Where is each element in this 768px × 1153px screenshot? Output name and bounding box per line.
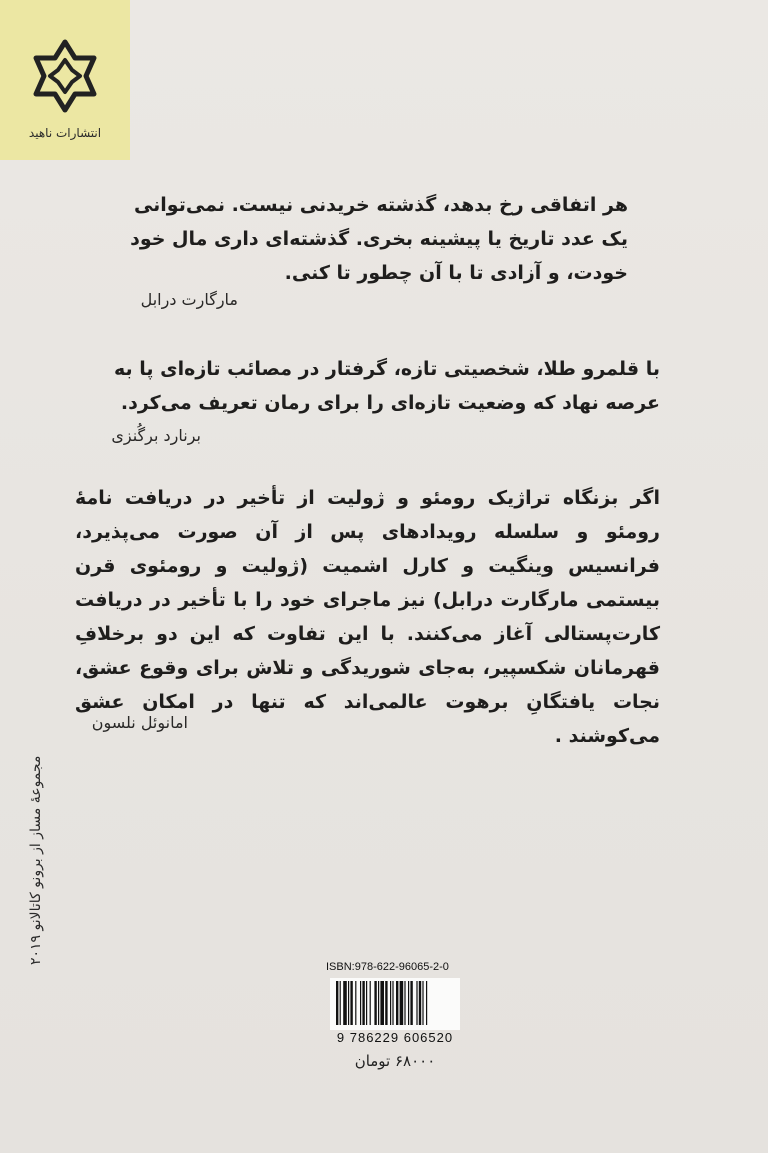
quote-text-2: با قلمرو طلا، شخصیتی تازه، گرفتار در مصائب تازه‌ای پا به عرصه نهاد که وضعیت تازه‌ای را برای رمان تعریف می‌کرد. [114, 358, 660, 414]
barcode-number: 9 786229 606520 [336, 1030, 454, 1045]
isbn-label: ISBN:978-622-96065-2-0 [326, 961, 449, 973]
series-label: مجموعهٔ مساز از برونو کاتالانو ۲۰۱۹ [28, 755, 44, 965]
price-label: ۶۸۰۰۰ تومان [354, 1052, 436, 1070]
publisher-logo-box [0, 0, 130, 160]
star-book-icon [28, 38, 102, 116]
publisher-name: انتشارات ناهید [28, 126, 102, 140]
quote-text-1: هر اتفاقی رخ بدهد، گذشته خریدنی نیست. نمی‌توانی یک عدد تاریخ یا پیشینه بخری. گذشته‌ای داری مال خود خودت، و آزادی تا با آن چطور تا کنی. [130, 194, 628, 284]
quote-author-1: مارگارت درابل [140, 290, 238, 309]
barcode-icon [336, 981, 454, 1025]
quote-author-3: امانوئل نلسون [91, 713, 188, 732]
quote-author-2: برنارد برگُنزی [111, 426, 201, 445]
quote-text-3: اگر بزنگاه تراژیک رومئو و ژولیت از تأخیر در دریافت نامهٔ رومئو و سلسله رویدادهای پس از آن صورت می‌پذیرد، فرانسیس وینگیت و کارل اشمیت (ژولیت و رومئوی قرن بیستمی مارگارت درابل) نیز ماجرای خود را با تأخیر در دریافت کارت‌پستالی آغاز می‌کنند. با این تفاوت که این دو برخلافِ قهرمانان شکسپیر، به‌جای شوریدگی و تلاش برای وقوع عشق، نجات یافتگانِ برهوت عالمی‌اند که تنها در امکان عشق می‌کوشند . [75, 487, 660, 747]
